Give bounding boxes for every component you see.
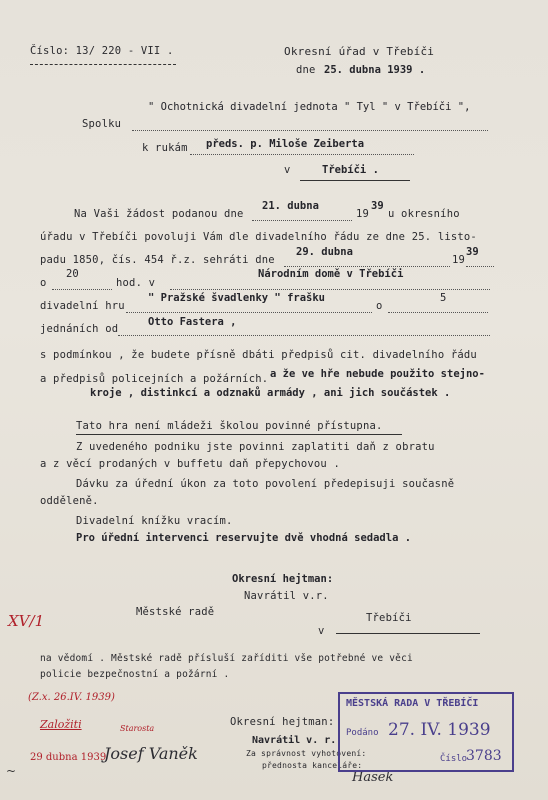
stamp-received-label: Podáno xyxy=(346,728,379,738)
hands-label: k rukám xyxy=(142,142,188,154)
issue-date: 25. dubna 1939 . xyxy=(324,64,426,76)
town-label: v xyxy=(284,164,291,176)
society-label: Spolku xyxy=(82,118,122,130)
hands-dotline xyxy=(190,154,414,155)
footer-office-head: přednosta kanceláře: xyxy=(262,761,363,770)
performance-venue: Národním domě v Třebíči xyxy=(258,268,404,280)
application-year: 39 xyxy=(371,200,384,212)
handwritten-mayor-label: Starosta xyxy=(120,724,155,733)
seat-reservation: Pro úřední intervenci reservujte dvě vhodná sedadla . xyxy=(76,532,412,544)
society-dotline xyxy=(132,130,488,131)
tax-line-1: Z uvedeného podniku jste povinni zaplatiti daň z obratu xyxy=(76,441,435,453)
district-governor-name: Navrátil v.r. xyxy=(244,590,329,602)
body-line-3-century: 19 xyxy=(452,254,466,266)
body-line-5a: divadelní hru xyxy=(40,300,125,312)
copy-town-underline xyxy=(336,633,480,634)
hour-dotline xyxy=(52,289,112,290)
footer-certification: Za správnost vyhotovení: xyxy=(246,749,367,758)
body-line-7: s podmínkou , že budete přísně dbáti předpisů cit. divadelního řádu xyxy=(40,349,477,361)
clerk-signature: Hasek xyxy=(352,770,394,785)
body-line-1-century: 19 xyxy=(356,208,370,220)
body-line-4a: o xyxy=(40,277,47,289)
body-line-4b: hod. v xyxy=(116,277,156,289)
body-line-8b: a že ve hře nebude použito stejno- xyxy=(270,368,485,380)
body-line-6a: jednáních od xyxy=(40,323,119,335)
performance-date: 29. dubna xyxy=(296,246,353,258)
stamp-number-label: Číslo xyxy=(440,754,468,764)
town-value: Třebíči . xyxy=(322,164,379,176)
town-underline xyxy=(300,180,410,181)
stamp-received-date: 27. IV. 1939 xyxy=(388,720,491,740)
application-date: 21. dubna xyxy=(262,200,319,212)
body-line-1a: Na Vaši žádost podanou dne xyxy=(74,208,244,220)
copy-town-value: Třebíči xyxy=(366,612,412,624)
author-dotline xyxy=(118,335,490,336)
performance-hour: 20 xyxy=(66,268,79,280)
chairman-name: předs. p. Miloše Zeiberta xyxy=(206,138,365,150)
date-prefix: dne xyxy=(296,64,316,76)
booklet-return: Divadelní knížku vracím. xyxy=(76,515,233,527)
district-governor-title: Okresní hejtman: xyxy=(232,573,334,585)
stamp-title: MĚSTSKÁ RADA V TŘEBÍČI xyxy=(346,698,479,709)
performance-date-dotline xyxy=(284,266,450,267)
body-line-5b: o xyxy=(376,300,383,312)
venue-dotline xyxy=(170,289,490,290)
mayor-signature: Josef Vaněk xyxy=(104,744,198,763)
youth-underline xyxy=(76,434,402,435)
reference-number: Číslo: 13/ 220 - VII . xyxy=(30,45,174,57)
play-title: " Pražské švadlenky " frašku xyxy=(148,292,326,304)
copy-note-line-2: policie bezpečnostní a požární . xyxy=(40,669,230,680)
council-receipt-stamp xyxy=(338,692,514,772)
body-line-2: úřadu v Třebíči povoluji Vám dle divadelního řádu ze dne 25. listo- xyxy=(40,231,477,243)
acts-count: 5 xyxy=(440,292,447,304)
play-dotline xyxy=(126,312,372,313)
application-date-dotline xyxy=(252,220,352,221)
office-name: Okresní úřad v Třebíči xyxy=(284,45,435,58)
handwritten-reference: (Z.x. 26.IV. 1939) xyxy=(28,692,115,703)
society-name: " Ochotnická divadelní jednota " Tyl " v Třebíči ", xyxy=(148,101,471,113)
copy-note-line-1: na vědomí . Městské radě přísluší zaříditi vše potřebné ve věci xyxy=(40,653,413,664)
body-line-1c: u okresního xyxy=(388,208,460,220)
fee-line-2: odděleně. xyxy=(40,495,99,507)
copy-recipient: Městské radě xyxy=(136,606,215,618)
received-date-stamp: 29 dubna 1939 xyxy=(30,752,107,763)
handwritten-initial: ~ xyxy=(6,764,17,778)
stamp-number: 3783 xyxy=(466,748,502,764)
body-line-3a: padu 1850, čís. 454 ř.z. sehráti dne xyxy=(40,254,275,266)
youth-restriction: Tato hra není mládeži školou povinné přístupna. xyxy=(76,420,383,432)
play-author: Otto Fastera , xyxy=(148,316,237,328)
footer-governor-title: Okresní hejtman: xyxy=(230,716,335,728)
performance-year-dotline xyxy=(466,266,494,267)
body-line-8a: a předpisů policejních a požárních. xyxy=(40,373,269,385)
reference-underline xyxy=(30,64,176,65)
fee-line-1: Dávku za úřední úkon za toto povolení předepisuji současně xyxy=(76,478,455,490)
footer-governor-name: Navrátil v. r. xyxy=(252,735,337,746)
acts-dotline xyxy=(388,312,488,313)
performance-year: 39 xyxy=(466,246,479,258)
copy-town-label: v xyxy=(318,625,325,637)
handwritten-file-note: Založiti xyxy=(40,718,82,731)
body-line-9: kroje , distinkcí a odznaků armády , ani jich součástek . xyxy=(90,387,451,399)
tax-line-2: a z věcí prodaných v buffetu daň přepychovou . xyxy=(40,458,340,470)
roman-numeral-note: XV/1 xyxy=(8,612,45,630)
